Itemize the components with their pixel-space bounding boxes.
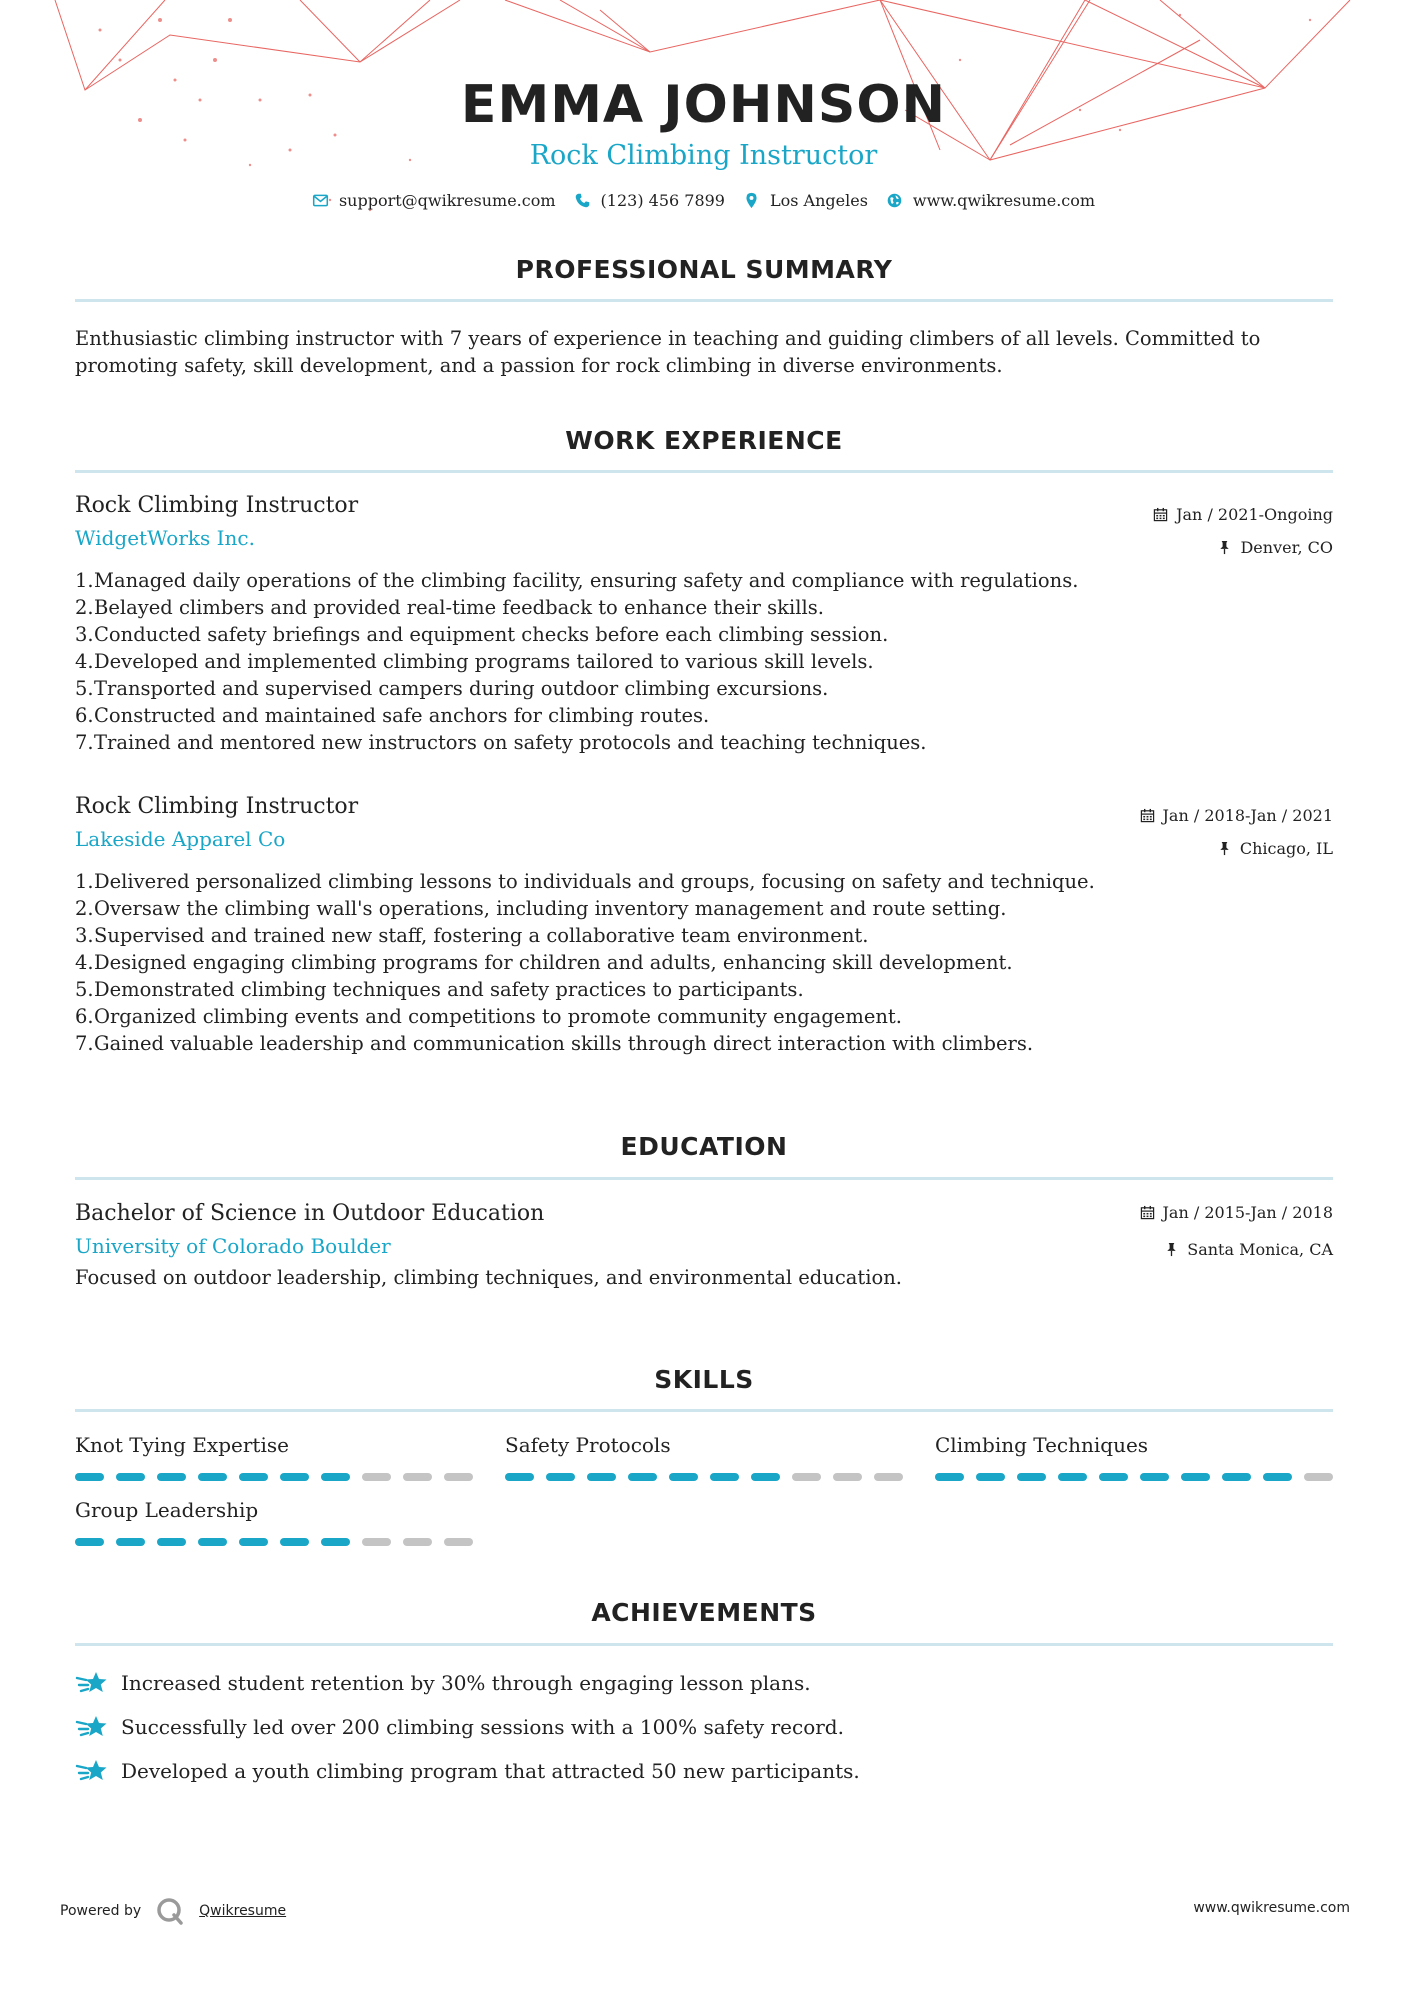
globe-icon <box>886 192 903 209</box>
skill-rating-segment <box>157 1473 186 1481</box>
brand-link[interactable]: Qwikresume <box>199 1903 287 1919</box>
school-name: University of Colorado Boulder <box>75 1234 391 1258</box>
skill-name: Knot Tying Expertise <box>75 1433 289 1457</box>
skill-rating-segment <box>198 1538 227 1546</box>
skill-item <box>505 1433 903 1481</box>
phone-text: (123) 456 7899 <box>600 191 725 210</box>
education-location-text: Santa Monica, CA <box>1187 1240 1333 1259</box>
degree-title: Bachelor of Science in Outdoor Education <box>75 1201 545 1226</box>
footer-website-link[interactable]: www.qwikresume.com <box>1193 1900 1350 1916</box>
list-item: 5. Demonstrated climbing techniques and safety practices to participants. <box>75 978 804 1001</box>
skill-rating-segment <box>239 1473 268 1481</box>
education-dates <box>1140 1203 1333 1222</box>
skills-heading: SKILLS <box>654 1365 754 1394</box>
skill-rating-segment <box>239 1538 268 1546</box>
skill-rating-segment <box>280 1473 309 1481</box>
skill-rating <box>75 1473 473 1481</box>
skill-rating-segment <box>1058 1473 1087 1481</box>
job-dates <box>1140 806 1333 825</box>
skill-rating-segment <box>1017 1473 1046 1481</box>
skill-rating-segment <box>157 1538 186 1546</box>
skill-item <box>75 1498 473 1546</box>
skill-rating-segment <box>1140 1473 1169 1481</box>
shooting-star-icon <box>75 1756 109 1786</box>
email-text: support@qwikresume.com <box>338 191 556 210</box>
skill-rating-segment <box>403 1473 432 1481</box>
skill-rating-segment <box>874 1473 903 1481</box>
skill-rating-segment <box>1304 1473 1333 1481</box>
pushpin-icon <box>1217 841 1232 856</box>
location-text: Los Angeles <box>769 191 868 210</box>
job-entry-2 <box>75 794 1333 1057</box>
skill-rating-segment <box>751 1473 780 1481</box>
list-item: 6. Organized climbing events and competitions to promote community engagement. <box>75 1005 902 1028</box>
job-location-text: Chicago, IL <box>1239 839 1333 858</box>
job-title: Rock Climbing Instructor <box>75 794 359 819</box>
skill-rating-segment <box>116 1473 145 1481</box>
resume-header <box>0 72 1407 210</box>
job-dates-text: Jan / 2021-Ongoing <box>1176 505 1333 524</box>
skill-item <box>935 1433 1333 1481</box>
achievements-divider <box>75 1643 1333 1646</box>
powered-by <box>60 1896 286 1926</box>
achievements-heading: ACHIEVEMENTS <box>591 1598 817 1627</box>
list-item: 1. Delivered personalized climbing lessons to individuals and groups, focusing on safety and technique. <box>75 870 1095 893</box>
skill-rating-segment <box>403 1538 432 1546</box>
list-item: 2. Oversaw the climbing wall's operations, including inventory management and route setting. <box>75 897 1007 920</box>
envelope-icon <box>312 192 329 209</box>
list-item: 6. Constructed and maintained safe anchors for climbing routes. <box>75 704 710 727</box>
skill-rating-segment <box>935 1473 964 1481</box>
skill-rating-segment <box>321 1538 350 1546</box>
skill-rating-segment <box>1099 1473 1128 1481</box>
job-dates-text: Jan / 2018-Jan / 2021 <box>1162 806 1333 825</box>
skill-rating-segment <box>75 1473 104 1481</box>
pushpin-icon <box>1164 1242 1179 1257</box>
job-company: WidgetWorks Inc. <box>75 526 255 550</box>
summary-divider <box>75 299 1333 302</box>
shooting-star-icon <box>75 1712 109 1742</box>
skill-rating-segment <box>587 1473 616 1481</box>
experience-heading: WORK EXPERIENCE <box>565 426 843 455</box>
achievement-text: Increased student retention by 30% through engaging lesson plans. <box>121 1671 811 1695</box>
contact-email[interactable] <box>312 191 556 210</box>
candidate-name: EMMA JOHNSON <box>460 75 947 135</box>
skill-rating-segment <box>628 1473 657 1481</box>
list-item: 4. Designed engaging climbing programs for children and adults, enhancing skill development. <box>75 951 1013 974</box>
list-item: 1. Managed daily operations of the climbing facility, ensuring safety and compliance with regulations. <box>75 569 1079 592</box>
skill-rating-segment <box>198 1473 227 1481</box>
job-location <box>1217 538 1333 557</box>
skill-rating-segment <box>75 1538 104 1546</box>
skill-rating-segment <box>362 1538 391 1546</box>
contact-website[interactable] <box>886 191 1095 210</box>
skill-rating <box>505 1473 903 1481</box>
skill-rating-segment <box>1181 1473 1210 1481</box>
skill-rating-segment <box>116 1538 145 1546</box>
list-item: 2. Belayed climbers and provided real-time feedback to enhance their skills. <box>75 596 824 619</box>
achievement-text: Successfully led over 200 climbing sessions with a 100% safety record. <box>121 1715 844 1739</box>
list-item: 3. Supervised and trained new staff, fostering a collaborative team environment. <box>75 924 869 947</box>
calendar-icon <box>1153 507 1168 522</box>
skill-rating-segment <box>362 1473 391 1481</box>
shooting-star-icon <box>75 1668 109 1698</box>
education-heading: EDUCATION <box>620 1132 788 1161</box>
education-description: Focused on outdoor leadership, climbing techniques, and environmental education. <box>75 1266 902 1289</box>
job-dates <box>1153 505 1333 524</box>
website-text: www.qwikresume.com <box>912 191 1096 210</box>
experience-divider <box>75 470 1333 473</box>
qwikresume-logo-icon <box>155 1896 185 1926</box>
achievement-item <box>75 1712 1333 1742</box>
skill-rating-segment <box>1263 1473 1292 1481</box>
skill-name: Safety Protocols <box>505 1433 671 1457</box>
list-item: 5. Transported and supervised campers during outdoor climbing excursions. <box>75 677 829 700</box>
skill-rating-segment <box>546 1473 575 1481</box>
summary-text: Enthusiastic climbing instructor with 7 years of experience in teaching and guiding climbers of all levels. Committed to promoting safety, skill development, and a passion for rock climbing in diverse environments. <box>75 327 1261 377</box>
contact-phone[interactable] <box>574 191 725 210</box>
list-item: 7. Trained and mentored new instructors on safety protocols and teaching techniques. <box>75 731 927 754</box>
achievement-text: Developed a youth climbing program that attracted 50 new participants. <box>121 1759 860 1783</box>
candidate-role: Rock Climbing Instructor <box>529 140 878 171</box>
summary-heading: PROFESSIONAL SUMMARY <box>515 255 893 284</box>
list-item: 3. Conducted safety briefings and equipment checks before each climbing session. <box>75 623 889 646</box>
achievement-item <box>75 1756 1333 1786</box>
skill-rating-segment <box>792 1473 821 1481</box>
pushpin-icon <box>1217 540 1232 555</box>
job-location <box>1217 839 1333 858</box>
skill-rating-segment <box>833 1473 862 1481</box>
skill-rating-segment <box>280 1538 309 1546</box>
job-location-text: Denver, CO <box>1240 538 1333 557</box>
skill-rating-segment <box>444 1538 473 1546</box>
skill-rating-segment <box>505 1473 534 1481</box>
skill-item <box>75 1433 473 1481</box>
education-location <box>1164 1240 1333 1259</box>
powered-by-label: Powered by <box>60 1903 142 1919</box>
skill-rating-segment <box>976 1473 1005 1481</box>
skill-name: Climbing Techniques <box>935 1433 1149 1457</box>
skill-rating-segment <box>444 1473 473 1481</box>
education-entry <box>75 1201 1333 1291</box>
achievement-item <box>75 1668 1333 1698</box>
job-company: Lakeside Apparel Co <box>75 827 286 851</box>
job-duties-list <box>75 567 1333 756</box>
job-duties-list <box>75 868 1333 1057</box>
map-pin-icon <box>743 192 760 209</box>
contact-bar <box>0 191 1407 210</box>
contact-location <box>743 191 868 210</box>
skill-rating <box>935 1473 1333 1481</box>
list-item: 7. Gained valuable leadership and communication skills through direct interaction with climbers. <box>75 1032 1034 1055</box>
calendar-icon <box>1140 808 1155 823</box>
skill-rating-segment <box>669 1473 698 1481</box>
job-entry-1 <box>75 493 1333 756</box>
phone-icon <box>574 192 591 209</box>
education-divider <box>75 1177 1333 1180</box>
skill-rating <box>75 1538 473 1546</box>
list-item: 4. Developed and implemented climbing programs tailored to various skill levels. <box>75 650 874 673</box>
skill-rating-segment <box>321 1473 350 1481</box>
skills-divider <box>75 1409 1333 1412</box>
skill-name: Group Leadership <box>75 1498 259 1522</box>
skill-rating-segment <box>710 1473 739 1481</box>
skill-rating-segment <box>1222 1473 1251 1481</box>
calendar-icon <box>1140 1205 1155 1220</box>
job-title: Rock Climbing Instructor <box>75 493 359 518</box>
education-dates-text: Jan / 2015-Jan / 2018 <box>1162 1203 1333 1222</box>
